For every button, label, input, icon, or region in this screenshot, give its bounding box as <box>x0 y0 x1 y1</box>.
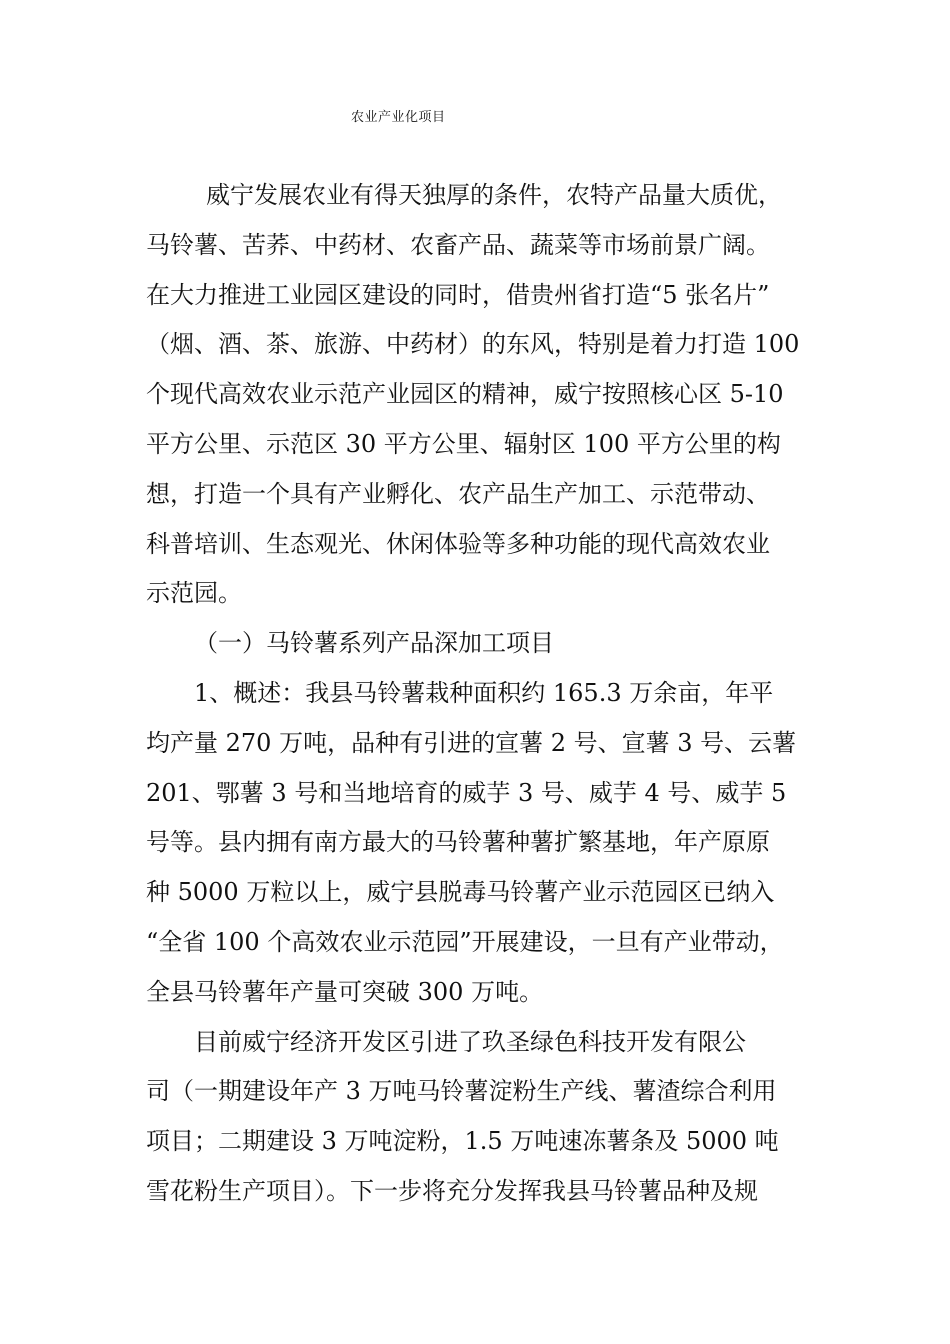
paragraph-line: 个现代高效农业示范产业园区的精神，威宁按照核心区 5-10 <box>146 380 784 409</box>
body-text <box>146 171 826 1217</box>
paragraph-line: 平方公里、示范区 30 平方公里、辐射区 100 平方公里的构 <box>146 429 781 458</box>
paragraph-line: 1、概述：我县马铃薯栽种面积约 165.3 万余亩，年平 <box>194 678 774 707</box>
paragraph-line: 科普培训、生态观光、休闲体验等多种功能的现代高效农业 <box>146 529 770 558</box>
paragraph-line: 雪花粉生产项目）。下一步将充分发挥我县马铃薯品种及规 <box>146 1176 758 1205</box>
paragraph-line: 威宁发展农业有得天独厚的条件，农特产品量大质优， <box>206 181 782 209</box>
paragraph-line: 在大力推进工业园区建设的同时，借贵州省打造“5 张名片” <box>146 280 770 309</box>
paragraph-line: 全县马铃薯年产量可突破 300 万吨。 <box>146 977 544 1006</box>
section-heading: （一）马铃薯系列产品深加工项目 <box>194 629 554 658</box>
paragraph-line: 项目；二期建设 3 万吨淀粉，1.5 万吨速冻薯条及 5000 吨 <box>146 1127 779 1156</box>
paragraph-line: 司（一期建设年产 3 万吨马铃薯淀粉生产线、薯渣综合利用 <box>146 1077 777 1106</box>
paragraph-line: 号等。县内拥有南方最大的马铃薯种薯扩繁基地，年产原原 <box>146 828 770 857</box>
paragraph-line: 马铃薯、苦荞、中药材、农畜产品、蔬菜等市场前景广阔。 <box>146 230 770 259</box>
paragraph-line: 种 5000 万粒以上，威宁县脱毒马铃薯产业示范园区已纳入 <box>146 878 775 907</box>
paragraph-line: 目前威宁经济开发区引进了玖圣绿色科技开发有限公 <box>194 1027 746 1056</box>
paragraph-line: “全省 100 个高效农业示范园”开展建设，一旦有产业带动， <box>146 927 784 956</box>
paragraph-line: 示范园。 <box>146 579 242 608</box>
paragraph-line: 201、鄂薯 3 号和当地培育的威芋 3 号、威芋 4 号、威芋 5 <box>146 778 787 807</box>
header-title: 农业产业化项目 <box>351 110 446 125</box>
paragraph-line: 均产量 270 万吨，品种有引进的宣薯 2 号、宣薯 3 号、云薯 <box>146 728 797 757</box>
paragraph-line: 想，打造一个具有产业孵化、农产品生产加工、示范带动、 <box>146 479 770 508</box>
paragraph-line: （烟、酒、茶、旅游、中药材）的东风，特别是着力打造 100 <box>146 330 800 359</box>
